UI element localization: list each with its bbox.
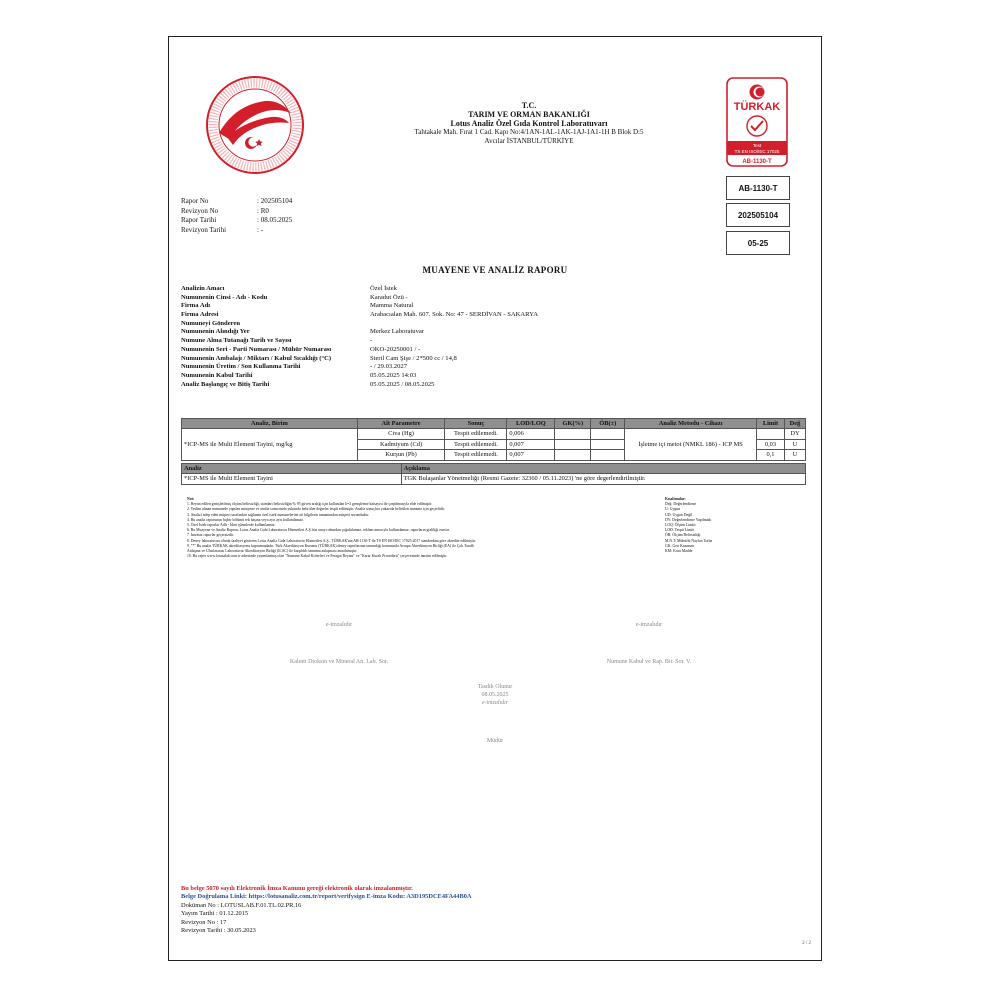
explanation-cell: TGK Bulaşanlar Yönetmeliği (Resmi Gazete: 32360 / 05.11.2023) 'ne göre degerlendirilmiştir.: [401, 474, 805, 485]
col-header: Açıklama: [401, 464, 805, 474]
result-cell: Tespit edilemedi.: [445, 429, 507, 440]
abbreviation-item: KM: Kuru Madde: [665, 549, 693, 554]
notes-title: Not:: [187, 497, 195, 501]
meta-key: Rapor Tarihi: [181, 216, 217, 224]
info-value: Karadut Özü -: [370, 293, 408, 301]
approval-esign: e-imzalıdır: [481, 700, 509, 706]
eval-cell: U: [784, 450, 805, 461]
note-item: 1. Beyan edilen genişletilmiş ölçüm belirsizliği, standart belirsizliğin % 95 güven aralığı için kullanılan k=2 genişletme katsayısı ile çarpılmasıyla elde edilmiştir.: [187, 502, 433, 507]
eval-cell: DY: [784, 429, 805, 440]
accreditation-code-box: AB-1130-T: [726, 176, 790, 200]
col-header: Analiz Metodu - Cihazı: [625, 419, 757, 429]
info-row: [181, 285, 538, 294]
info-value: 05.05.2025 / 08.05.2025: [370, 380, 435, 388]
table-row: [182, 429, 806, 440]
info-row: [181, 381, 538, 390]
approval-block: [415, 683, 575, 707]
report-number-box: 202505104: [726, 203, 790, 227]
esign-right: e-imzalıdır: [635, 622, 663, 628]
eval-cell: U: [784, 439, 805, 450]
col-header: ÖB(±): [591, 419, 625, 429]
meta-value: : -: [257, 225, 264, 234]
revision-number: Revizyon No : 17: [181, 918, 227, 926]
info-value: Arabacıalan Mah. 607. Sok. No: 47 - SERDİVAN - SAKARYA: [370, 311, 539, 319]
svg-text:Test: Test: [752, 143, 762, 148]
document-number: Doküman No : LOTUSLAB.F.01.TL.02.PR.16: [181, 901, 302, 909]
gk-cell: [555, 429, 591, 440]
meta-row: [181, 197, 292, 207]
header-lab: Lotus Analiz Özel Gıda Kontrol Laboratuvarı: [450, 119, 608, 128]
col-header: Analiz: [182, 464, 402, 474]
abbreviation-item: LOD: Tespit Limiti: [665, 528, 695, 533]
info-row: [181, 346, 538, 355]
info-value: -: [370, 337, 373, 345]
report-title: MUAYENE VE ANALİZ RAPORU: [422, 265, 568, 275]
abbreviation-item: Değ: Değerlendirme: [665, 502, 697, 507]
info-key: Numunenin Ambalajı / Miktarı / Kabul Sıcaklığı (°C): [181, 354, 332, 362]
note-item: 10. Bu rapor www.lotusalab.com.tr adresinde yayımlanmış olan "Numune Kabul Kriterleri ve Feragat Beyanı" ve "Karar Kuralı Prosedürü" çerçevesinde tanzim edilmiştir.: [187, 554, 448, 559]
note-item: 3. Analizi talep eden müşteri tarafından sağlanan özel istek numunelerine ait bilgilerin tamamından müşteri sorumludur.: [187, 512, 370, 517]
info-key: Numunenin Seri - Parti Numarası / Mühür Numarası: [181, 345, 332, 353]
meta-row: [181, 216, 292, 226]
analysis-cell: *ICP-MS ile Multi Element Tayini: [182, 474, 402, 485]
document-footer: [181, 885, 472, 935]
meta-key: Revizyon No: [181, 206, 219, 215]
note-item: 9. "*" Bu analiz TÜRKAK akreditasyonu kapsamındadır. Türk Akreditasyon Kurumu (TÜRKAK) deney raporlarının tanınırlığı konusunda Avrupa Akreditasyon Birliği (EA) ile Çok Taraflı: [187, 543, 475, 548]
svg-text:TS EN ISO/IEC 17025: TS EN ISO/IEC 17025: [734, 149, 780, 154]
header-ministry: TARIM VE ORMAN BAKANLIĞI: [468, 110, 590, 119]
esign-left: e-imzalıdır: [325, 622, 353, 628]
report-header: [359, 101, 699, 146]
report-page: [168, 36, 822, 961]
header-address-2: Avcılar İSTANBUL/TÜRKİYE: [484, 137, 574, 145]
director-title: Müdür: [486, 738, 504, 744]
ministry-seal-logo: [205, 75, 305, 175]
lod-cell: 0,007: [507, 450, 555, 461]
info-value: Mamma Natural: [370, 302, 414, 310]
info-key: Firma Adı: [181, 302, 211, 310]
svg-text:TÜRKAK: TÜRKAK: [733, 101, 781, 113]
info-value: - / 29.03.2027: [370, 363, 407, 371]
info-row: [181, 320, 538, 329]
note-item: 4. Bu analiz raporunun hiçbir bölümü tek başına veya ayrı ayrı kullanılamaz.: [187, 517, 304, 522]
info-key: Analizin Amacı: [181, 285, 225, 292]
revision-date: Revizyon Tarihi : 30.05.2023: [181, 927, 256, 935]
info-key: Numunenin Alındığı Yer: [181, 328, 250, 336]
param-cell: Kurşun (Pb): [357, 450, 445, 461]
abbreviations-block: [665, 497, 712, 554]
explanation-header-row: [182, 464, 806, 474]
note-item: 7. İmzasız raporlar geçersizdir.: [187, 533, 234, 538]
report-month-box: 05-25: [726, 231, 790, 255]
verification-link[interactable]: Belge Doğrulama Linki: https://lotusanaliz.com.tr/report/verifysign E-imza Kodu: A3D195DCE4FA44B0A: [181, 893, 472, 901]
abbreviation-item: DY: Değerlendirme Yapılmadı: [665, 517, 712, 522]
info-row: [181, 294, 538, 303]
meta-row: [181, 207, 292, 217]
result-cell: Tespit edilemedi.: [445, 439, 507, 450]
info-value: 05.05.2025 14:03: [370, 371, 417, 379]
method-cell: İşletme içi metot (NMKL 186) - ICP MS: [625, 429, 757, 461]
report-meta: [181, 197, 292, 235]
page-number: 2 / 2: [802, 941, 811, 946]
abbreviation-item: UD: Uygun Değil: [665, 512, 693, 517]
info-row: [181, 302, 538, 311]
info-value: Merkez Laboratuvar: [370, 328, 425, 336]
limit-cell: [757, 429, 785, 440]
limit-cell: 0,1: [757, 450, 785, 461]
analysis-cell: *ICP-MS ile Multi Element Tayini, mg/kg: [182, 429, 358, 461]
ob-cell: [591, 439, 625, 450]
info-value: OKO-20250001 / -: [370, 345, 421, 353]
col-header: GK(%): [555, 419, 591, 429]
ob-cell: [591, 429, 625, 440]
lod-cell: 0,006: [507, 429, 555, 440]
col-header: Sonuç: [445, 419, 507, 429]
meta-key: Rapor No: [181, 197, 209, 205]
explanation-table: [181, 463, 806, 485]
col-header: Limit: [757, 419, 785, 429]
abbreviation-item: LOQ: Ölçüm Limiti: [665, 523, 696, 528]
note-item: 2. Teslim alınan numunede yapılan muayene ve analiz sonucunda yukarıda belirtilen değerler tespit edilmiştir. Analiz sonuçları yukarıda belirtilen numune için geçerlidir.: [187, 507, 445, 512]
info-row: [181, 311, 538, 320]
publish-date: Yayım Tarihi : 01.12.2015: [181, 910, 249, 918]
result-cell: Tespit edilemedi.: [445, 450, 507, 461]
info-value: Özel İstek: [370, 285, 397, 292]
ob-cell: [591, 450, 625, 461]
meta-value: : R0: [257, 206, 269, 215]
header-tc: T.C.: [521, 101, 537, 110]
abbreviation-item: U: Uygun: [665, 507, 681, 512]
info-row: [181, 363, 538, 372]
note-item: 5. Özel İstek raporlar Adli - İdari işlemlerde kullanılamaz.: [187, 523, 276, 528]
meta-row: [181, 226, 292, 236]
info-key: Numuneyi Gönderen: [181, 319, 241, 327]
abbreviations-title: Kısaltmalar:: [665, 497, 686, 501]
col-header: Analiz, Birim: [182, 419, 358, 429]
param-cell: Kadmiyum (Cd): [357, 439, 445, 450]
limit-cell: 0,03: [757, 439, 785, 450]
col-header: LOD/LOQ: [507, 419, 555, 429]
gk-cell: [555, 450, 591, 461]
param-cell: Civa (Hg): [357, 429, 445, 440]
gk-cell: [555, 439, 591, 450]
sample-info: [181, 285, 538, 389]
abbreviation-item: GK: Geri Kazanım: [665, 543, 694, 548]
results-table: [181, 418, 806, 461]
info-value: Steril Cam Şişe / 2*500 cc / 14,8: [370, 354, 457, 362]
info-row: [181, 372, 538, 381]
notes-block: [187, 497, 647, 559]
info-key: Firma Adresi: [181, 311, 219, 319]
results-header-row: [182, 419, 806, 429]
info-key: Numunenin Kabul Tarihi: [181, 371, 253, 379]
col-header: Alt Parametre: [357, 419, 445, 429]
approval-date: 08.05.2025: [481, 692, 509, 698]
info-row: [181, 328, 538, 337]
meta-value: : 202505104: [257, 197, 293, 205]
note-item: 6. Bu Muayene ve Analiz Raporu, Lotus Analiz Gıda Laboratuvar Hizmetleri A.Ş.'nin onayı olmadan çoğaltılamaz, reklam amacıyla kullanılamaz, raporların gizliliği esastır.: [187, 528, 450, 533]
col-header: Değ: [784, 419, 805, 429]
table-row: [182, 474, 806, 485]
abbreviation-item: ÖB: Ölçüm Belirsizliği: [665, 533, 701, 538]
note-item: 8. Deney laboratuvarı olarak faaliyet gösteren Lotus Analiz Gıda Laboratuvar Hizmetleri A.Ş., TÜRKAK'tan AB-1130-T ile TS EN ISO/IEC 17025:2017 standardına göre akredite edilmiştir.: [187, 538, 476, 543]
info-row: [181, 337, 538, 346]
meta-value: : 08.05.2025: [257, 216, 293, 224]
info-row: [181, 355, 538, 364]
signer-right-role: Numune Kabul ve Rap. Bir. Sor. V.: [606, 659, 692, 665]
info-key: Numunenin Üretim / Son Kullanma Tarihi: [181, 363, 301, 371]
abbreviation-item: M.N.T: Mühürlü Naylon Torba: [665, 538, 713, 543]
info-key: Numunenin Cinsi - Adı - Kodu: [181, 293, 268, 301]
note-item: Anlaşma ve Uluslararası Laboratuvar Akreditasyon Birliği (ILAC) ile karşılıklı tanınma anlaşması imzalamıştır.: [187, 549, 358, 554]
esign-notice: Bu belge 5070 sayılı Elektronik İmza Kanunu gereği elektronik olarak imzalanmıştır.: [181, 885, 413, 892]
svg-text:AB-1130-T: AB-1130-T: [742, 159, 772, 165]
lod-cell: 0,007: [507, 439, 555, 450]
signer-left-role: Kalıntı Dioksin ve Mineral An. Lab. Sor.: [289, 659, 389, 665]
header-address-1: Tahtakale Mah. Fırat 1 Cad. Kapı No:4/1AN-1AL-1AK-1AJ-1A1-1H B Blok D:5: [414, 128, 644, 136]
meta-key: Revizyon Tarihi: [181, 225, 227, 234]
info-key: Numune Alma Tutanağı Tarih ve Sayısı: [181, 337, 292, 345]
info-key: Analiz Başlangıç ve Bitiş Tarihi: [181, 380, 270, 388]
approval-title: Tasdik Olunur: [477, 684, 513, 690]
